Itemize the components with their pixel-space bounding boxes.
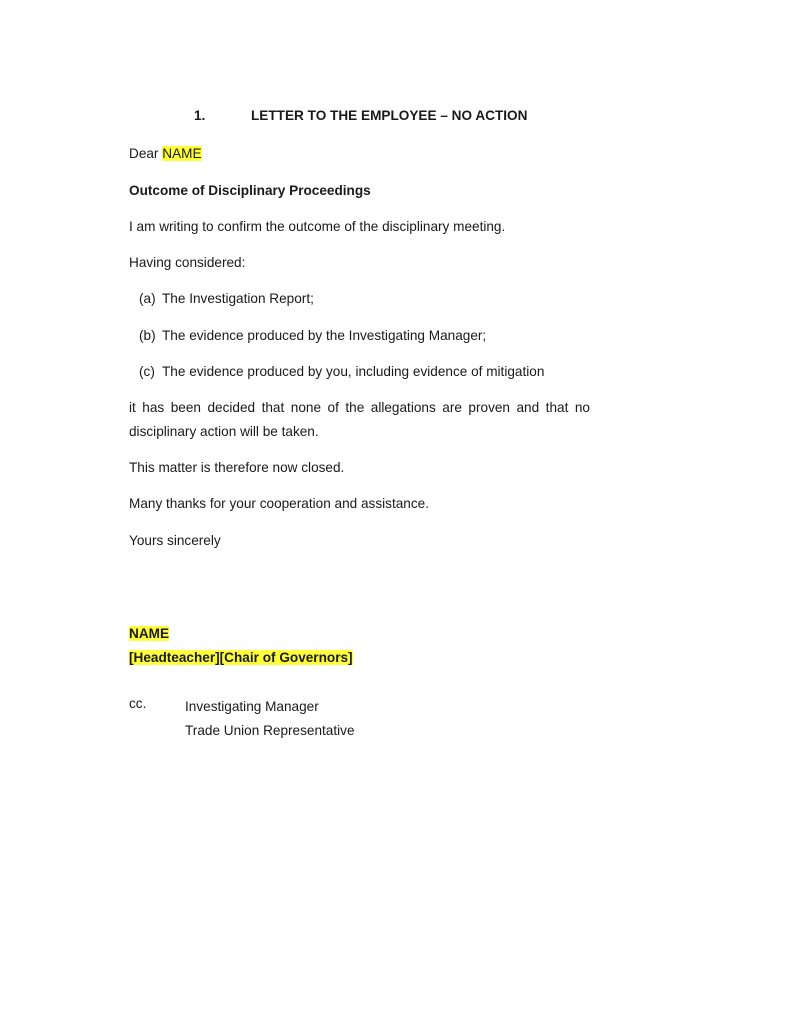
- thanks-paragraph: Many thanks for your cooperation and assistance.: [129, 496, 429, 511]
- signature-name: [129, 625, 169, 643]
- list-item: [139, 290, 314, 308]
- salutation: [129, 145, 202, 163]
- recipient-name-placeholder: NAME: [162, 146, 202, 161]
- closing: Yours sincerely: [129, 533, 221, 548]
- signature-name-placeholder: NAME: [129, 626, 170, 641]
- signature-role-placeholder: [Headteacher][Chair of Governors]: [129, 650, 353, 665]
- list-marker: (a): [139, 291, 156, 306]
- letter-title: LETTER TO THE EMPLOYEE – NO ACTION: [251, 108, 528, 123]
- list-marker: (c): [139, 364, 155, 379]
- having-considered: Having considered:: [129, 255, 246, 270]
- list-marker: (b): [139, 328, 156, 343]
- signature-role: [129, 649, 353, 667]
- intro-paragraph: I am writing to confirm the outcome of the disciplinary meeting.: [129, 219, 506, 234]
- list-item-text: The evidence produced by you, including evidence of mitigation: [162, 364, 545, 379]
- cc-recipient: Investigating Manager: [185, 699, 319, 714]
- list-item: [139, 327, 486, 345]
- section-number: 1.: [194, 108, 206, 123]
- list-item: [139, 363, 544, 381]
- list-item-text: The evidence produced by the Investigating Manager;: [162, 328, 487, 343]
- closed-paragraph: This matter is therefore now closed.: [129, 460, 345, 475]
- cc-recipient: Trade Union Representative: [185, 723, 355, 738]
- cc-label: cc.: [129, 696, 147, 711]
- list-item-text: The Investigation Report;: [162, 291, 314, 306]
- cc-recipients: [185, 695, 355, 743]
- subject-line: Outcome of Disciplinary Proceedings: [129, 183, 371, 198]
- salutation-prefix: Dear: [129, 146, 159, 161]
- decision-paragraph: it has been decided that none of the allegations are proven and that no disciplinary action will be taken.: [129, 400, 590, 439]
